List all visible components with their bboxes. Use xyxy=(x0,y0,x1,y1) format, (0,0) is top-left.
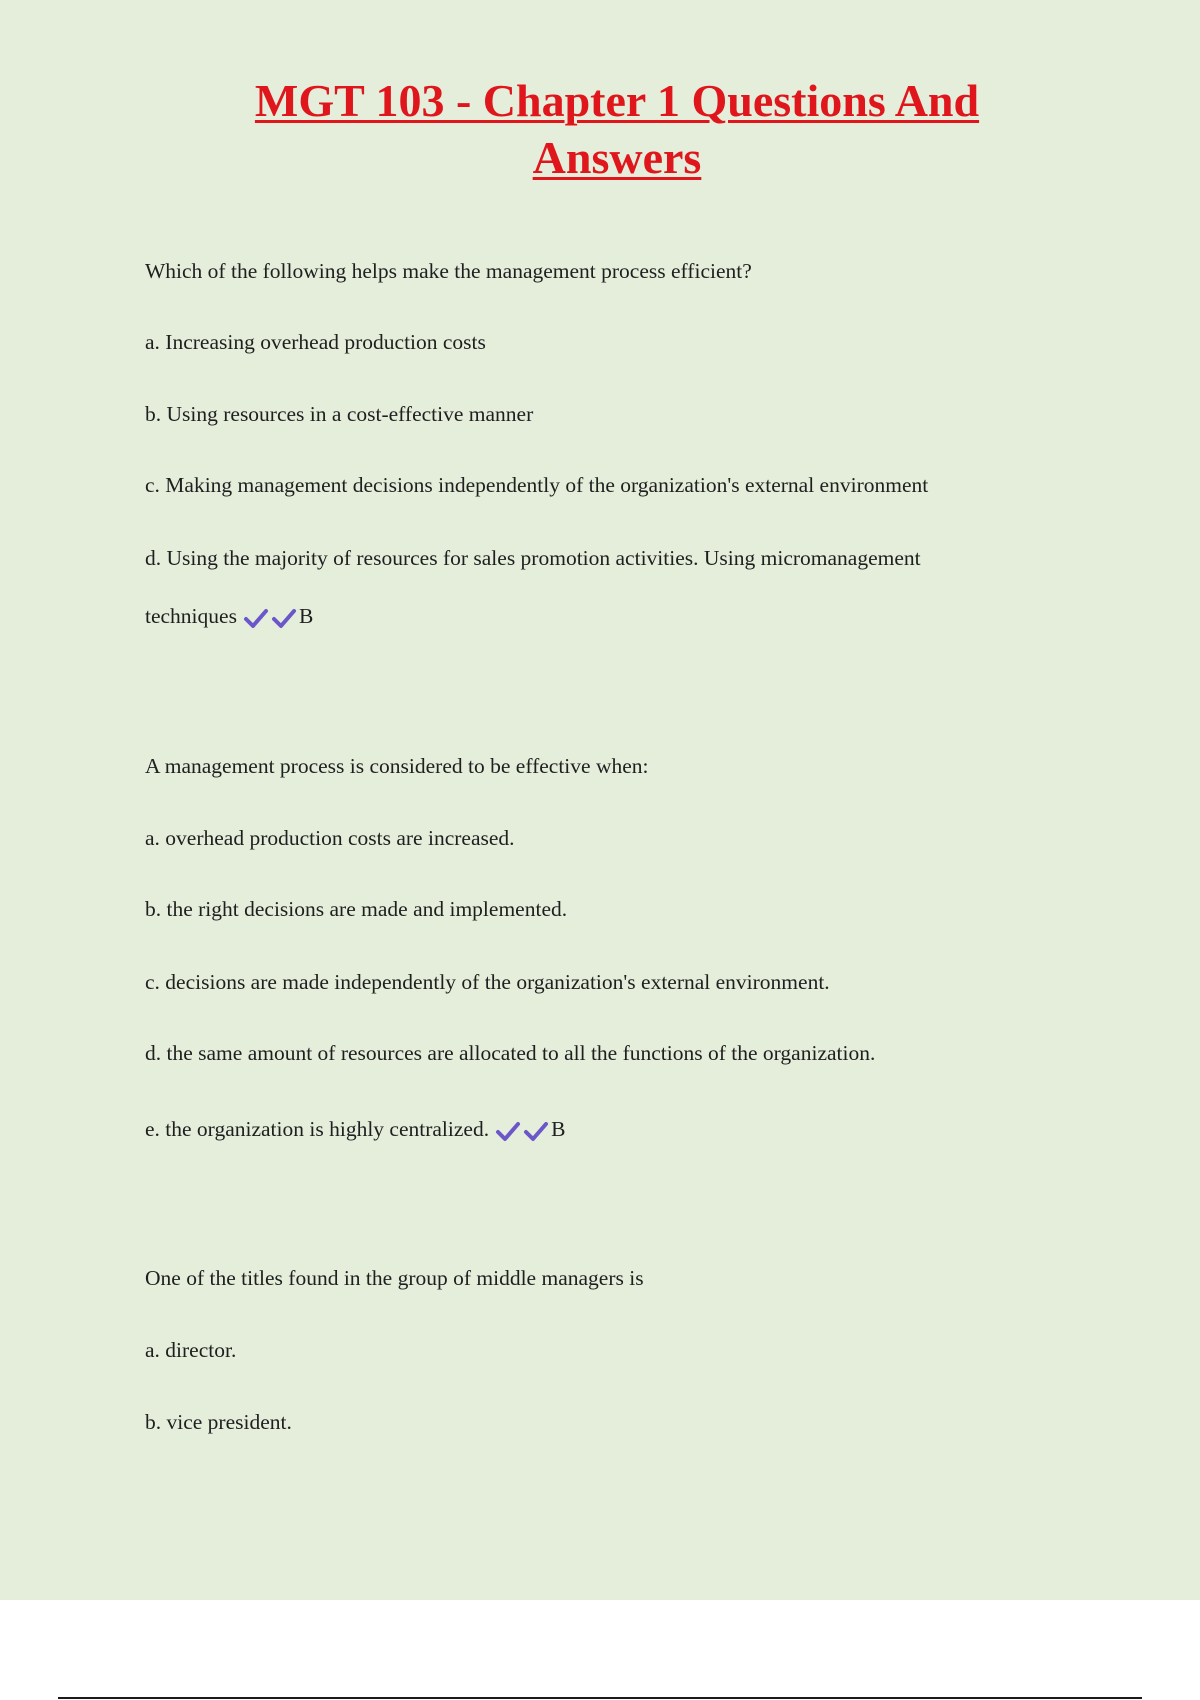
question-3-text: One of the titles found in the group of middle managers is xyxy=(145,1266,644,1290)
check-icon xyxy=(495,1120,521,1142)
check-icon xyxy=(243,607,269,629)
check-icon xyxy=(271,607,297,629)
question-1-option-d-continuation: techniques xyxy=(145,604,237,628)
question-2-text: A management process is considered to be effective when: xyxy=(145,754,649,778)
check-icon xyxy=(523,1120,549,1142)
title-line-2: Answers xyxy=(532,132,702,183)
question-1-option-d: d. Using the majority of resources for sales promotion activities. Using micromanagement xyxy=(145,546,921,570)
question-3-option-b: b. vice president. xyxy=(145,1410,292,1434)
question-2-answer: B xyxy=(551,1117,566,1141)
question-2-option-c: c. decisions are made independently of the organization's external environment. xyxy=(145,970,830,994)
question-1-option-a: a. Increasing overhead production costs xyxy=(145,330,486,354)
question-2-option-a: a. overhead production costs are increased. xyxy=(145,826,515,850)
question-2-option-d: d. the same amount of resources are allocated to all the functions of the organization. xyxy=(145,1041,876,1065)
question-2-answer-line xyxy=(145,1115,565,1143)
question-1-option-c: c. Making management decisions independently of the organization's external environment xyxy=(145,473,929,497)
question-1-answer: B xyxy=(298,604,314,628)
question-2-option-b: b. the right decisions are made and implemented. xyxy=(145,897,568,921)
title-line-1: MGT 103 - Chapter 1 Questions And xyxy=(254,75,980,126)
question-1-text: Which of the following helps make the management process efficient? xyxy=(145,259,752,283)
footer-rule xyxy=(58,1697,1142,1699)
question-1-option-b: b. Using resources in a cost-effective manner xyxy=(145,402,534,426)
question-3-option-a: a. director. xyxy=(145,1338,237,1362)
question-2-option-e: e. the organization is highly centralized. xyxy=(145,1117,490,1141)
question-1-answer-line xyxy=(145,602,313,630)
document-title xyxy=(0,72,1200,186)
